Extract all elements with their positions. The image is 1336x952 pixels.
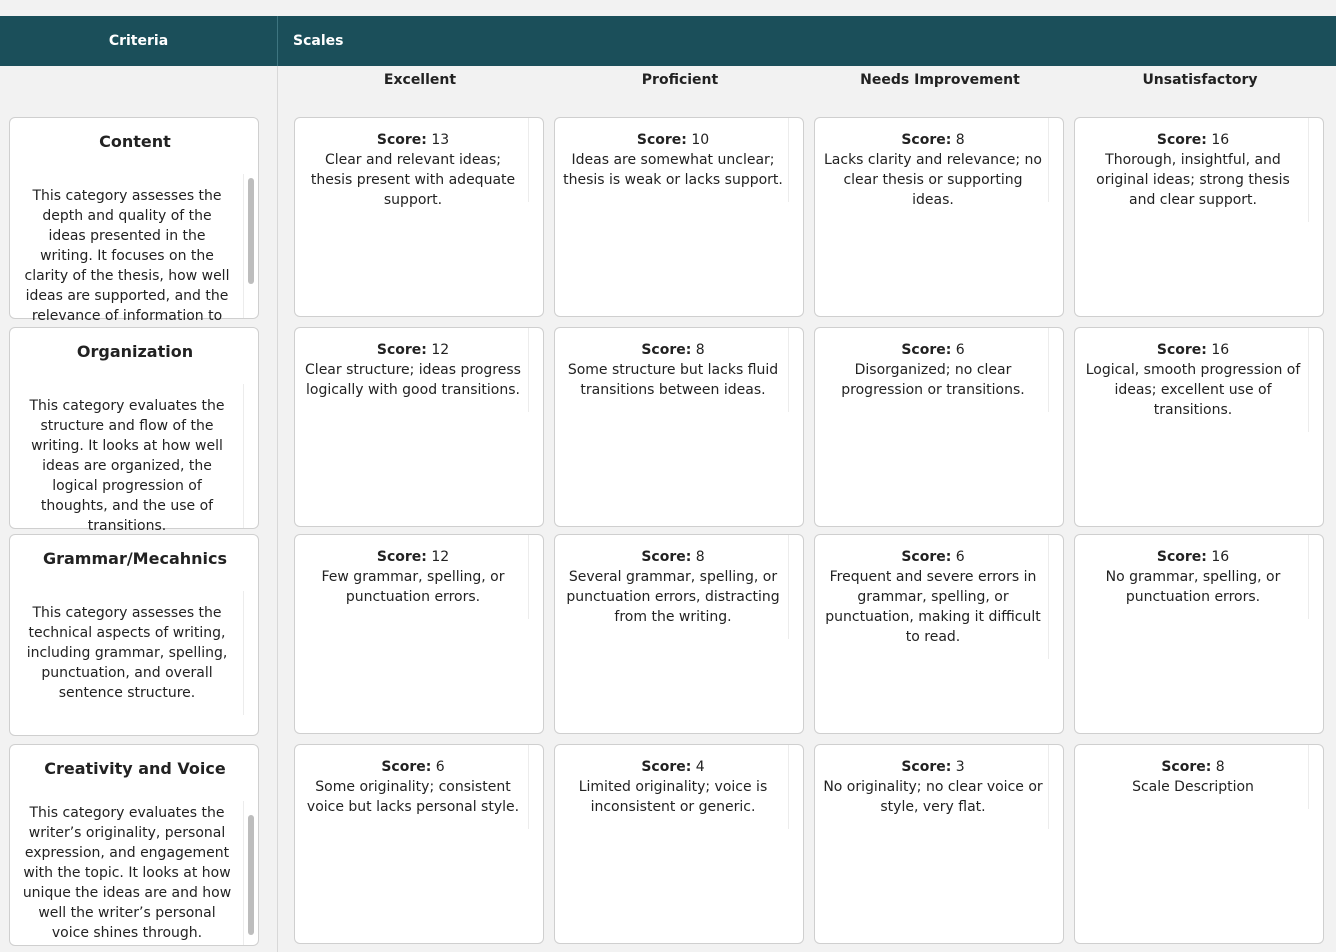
- header-bar: [0, 16, 1336, 66]
- scale-description: No grammar, spelling, or punctuation errors.: [1105, 569, 1281, 605]
- score-label: Score:: [641, 759, 692, 775]
- scale-description: Clear and relevant ideas; thesis present with adequate support.: [310, 152, 516, 208]
- cell-scrollbar[interactable]: [788, 745, 803, 829]
- criterion-title: Grammar/Mecahnics: [42, 549, 228, 568]
- score-label: Score:: [1156, 132, 1207, 148]
- score-value: 8: [955, 132, 965, 148]
- criterion-card-content[interactable]: [9, 117, 259, 324]
- scale-cell[interactable]: [1074, 534, 1324, 734]
- scale-description: Some structure but lacks fluid transitions between ideas.: [567, 362, 779, 398]
- scales-header: Scales: [293, 33, 344, 49]
- scale-cell[interactable]: [1074, 327, 1324, 527]
- column-divider: [277, 66, 278, 952]
- score-value: 10: [691, 132, 710, 148]
- score-value: 8: [695, 549, 705, 565]
- score-label: Score:: [901, 759, 952, 775]
- criterion-description: This category assesses the depth and quality of the ideas presented in the writing. It focuses on the clarity of the thesis, how well ideas are supported, and the relevance of information to: [24, 188, 230, 324]
- column-header-needs-improvement: Needs Improvement: [860, 72, 1020, 88]
- cell-scrollbar[interactable]: [1308, 118, 1323, 222]
- score-value: 12: [431, 549, 450, 565]
- score-value: 4: [695, 759, 705, 775]
- scale-cell[interactable]: [554, 327, 804, 527]
- scale-cell[interactable]: [1074, 744, 1324, 944]
- scale-description: No originality; no clear voice or style, very flat.: [823, 779, 1043, 815]
- scale-description: Frequent and severe errors in grammar, spelling, or punctuation, making it difficult to read.: [825, 569, 1041, 645]
- score-label: Score:: [376, 549, 427, 565]
- cell-scrollbar[interactable]: [1048, 745, 1063, 829]
- scrollbar-thumb[interactable]: [248, 815, 254, 935]
- cell-scrollbar[interactable]: [788, 118, 803, 202]
- scale-description: Disorganized; no clear progression or transitions.: [841, 362, 1025, 398]
- score-label: Score:: [1156, 549, 1207, 565]
- criterion-description: This category evaluates the writer’s originality, personal expression, and engagement with the topic. It looks at how unique the ideas are and how well the writer’s personal voice shines through.: [22, 805, 232, 941]
- description-scrollbar[interactable]: [243, 591, 258, 715]
- scale-cell[interactable]: [1074, 117, 1324, 317]
- score-label: Score:: [1156, 342, 1207, 358]
- scale-description: Logical, smooth progression of ideas; excellent use of transitions.: [1085, 362, 1301, 418]
- scale-cell[interactable]: [294, 534, 544, 734]
- score-value: 12: [431, 342, 450, 358]
- scale-cell[interactable]: [554, 744, 804, 944]
- score-label: Score:: [381, 759, 432, 775]
- scale-description: Few grammar, spelling, or punctuation errors.: [321, 569, 505, 605]
- cell-scrollbar[interactable]: [788, 328, 803, 412]
- scale-cell[interactable]: [294, 117, 544, 317]
- scale-description: Clear structure; ideas progress logically with good transitions.: [305, 362, 521, 398]
- score-value: 13: [431, 132, 450, 148]
- description-scrollbar[interactable]: [243, 801, 258, 945]
- score-value: 6: [435, 759, 445, 775]
- scale-description: Thorough, insightful, and original ideas; strong thesis and clear support.: [1096, 152, 1290, 208]
- scale-cell[interactable]: [814, 327, 1064, 527]
- description-scrollbar[interactable]: [243, 384, 258, 528]
- criterion-title: Content: [99, 132, 171, 151]
- score-label: Score:: [901, 132, 952, 148]
- cell-scrollbar[interactable]: [1048, 118, 1063, 202]
- criterion-description: This category evaluates the structure and flow of the writing. It looks at how well ideas are organized, the logical progression of thoughts, and the use of transitions.: [29, 398, 225, 534]
- scale-cell[interactable]: [554, 534, 804, 734]
- score-label: Score:: [901, 342, 952, 358]
- scale-description: Lacks clarity and relevance; no clear thesis or supporting ideas.: [824, 152, 1042, 208]
- scale-description: Ideas are somewhat unclear; thesis is weak or lacks support.: [563, 152, 783, 188]
- criteria-header: Criteria: [0, 16, 278, 66]
- cell-scrollbar[interactable]: [788, 535, 803, 639]
- scrollbar-thumb[interactable]: [248, 178, 254, 284]
- score-label: Score:: [636, 132, 687, 148]
- description-scrollbar[interactable]: [243, 174, 258, 318]
- cell-scrollbar[interactable]: [1048, 535, 1063, 659]
- score-value: 6: [955, 342, 965, 358]
- score-label: Score:: [1161, 759, 1212, 775]
- score-value: 16: [1211, 342, 1230, 358]
- scale-cell[interactable]: [814, 744, 1064, 944]
- criterion-title: Organization: [76, 342, 194, 361]
- score-label: Score:: [376, 132, 427, 148]
- scale-cell[interactable]: [294, 744, 544, 944]
- scale-description: Limited originality; voice is inconsistent or generic.: [578, 779, 768, 815]
- score-value: 3: [955, 759, 965, 775]
- column-header-excellent: Excellent: [383, 72, 457, 88]
- score-label: Score:: [641, 342, 692, 358]
- score-value: 16: [1211, 549, 1230, 565]
- cell-scrollbar[interactable]: [528, 118, 543, 202]
- criterion-card-organization[interactable]: [9, 327, 259, 534]
- scale-cell[interactable]: [294, 327, 544, 527]
- cell-scrollbar[interactable]: [1308, 328, 1323, 432]
- score-value: 16: [1211, 132, 1230, 148]
- cell-scrollbar[interactable]: [1048, 328, 1063, 412]
- score-value: 8: [695, 342, 705, 358]
- scale-cell[interactable]: [814, 117, 1064, 317]
- score-label: Score:: [376, 342, 427, 358]
- criterion-description: This category assesses the technical aspects of writing, including grammar, spelling, punctuation, and overall sentence structure.: [26, 605, 228, 701]
- scale-cell[interactable]: [554, 117, 804, 317]
- cell-scrollbar[interactable]: [1308, 745, 1323, 809]
- cell-scrollbar[interactable]: [528, 535, 543, 619]
- scale-cell[interactable]: [814, 534, 1064, 734]
- criterion-card-grammar[interactable]: [9, 534, 259, 736]
- column-header-proficient: Proficient: [641, 72, 719, 88]
- score-label: Score:: [641, 549, 692, 565]
- score-label: Score:: [901, 549, 952, 565]
- cell-scrollbar[interactable]: [528, 328, 543, 412]
- scale-description: Scale Description: [1132, 779, 1254, 795]
- cell-scrollbar[interactable]: [1308, 535, 1323, 619]
- score-value: 8: [1215, 759, 1225, 775]
- criterion-title: Creativity and Voice: [44, 759, 226, 778]
- cell-scrollbar[interactable]: [528, 745, 543, 829]
- criterion-card-creativity[interactable]: [9, 744, 259, 946]
- scale-description: Several grammar, spelling, or punctuation errors, distracting from the writing.: [566, 569, 780, 625]
- scale-description: Some originality; consistent voice but lacks personal style.: [306, 779, 520, 815]
- column-header-unsatisfactory: Unsatisfactory: [1142, 72, 1258, 88]
- score-value: 6: [955, 549, 965, 565]
